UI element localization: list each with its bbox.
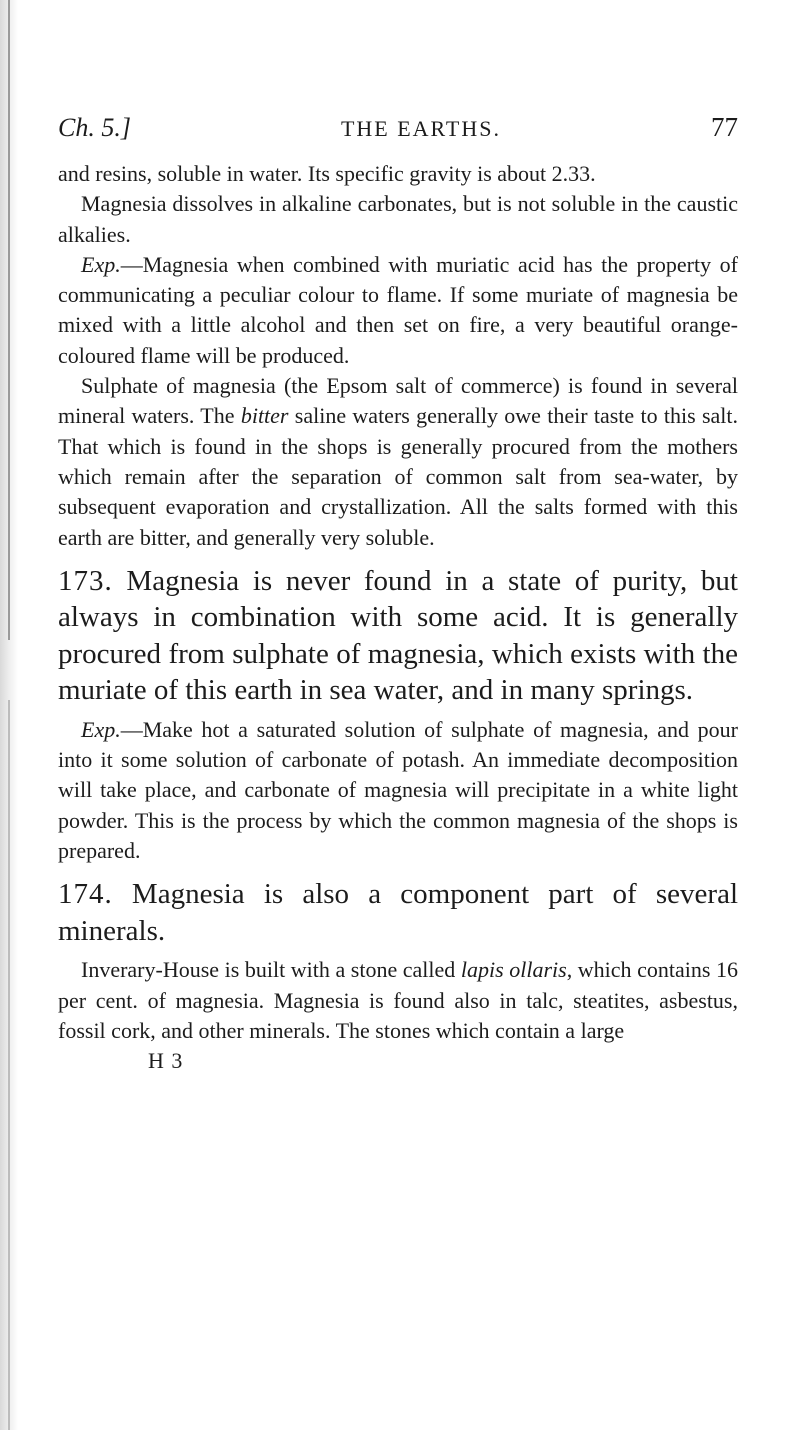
paragraph-experiment-flame bbox=[58, 250, 738, 371]
page-binding-edge bbox=[0, 0, 18, 1430]
paragraph-magnesia-alkaline: Magnesia dissolves in alkaline carbonates, but is not soluble in the caustic alkalies. bbox=[58, 191, 738, 247]
experiment-label: Exp. bbox=[81, 251, 121, 277]
sulphate-text-b: saline waters generally owe their taste to this salt. That which is found in the shops is generally procured from the mothers which remain after the separation of common salt from sea-water, by subsequent evaporation and crystallization. All the salts formed with this earth are bitter, and generally very soluble. bbox=[58, 403, 739, 550]
section-174-body bbox=[58, 955, 738, 1046]
section-173-number: 173. bbox=[58, 564, 113, 597]
section-173-body bbox=[58, 715, 738, 866]
book-page bbox=[58, 112, 738, 1076]
section-174-text: Magnesia is also a component part of several minerals. bbox=[58, 878, 738, 947]
binding-shadow-line bbox=[8, 0, 10, 640]
running-head bbox=[58, 112, 738, 143]
page-number: 77 bbox=[710, 112, 738, 142]
sulphate-italic-word: bitter bbox=[240, 403, 289, 429]
paragraph-experiment-carbonate bbox=[58, 715, 738, 866]
section-173-text: Magnesia is never found in a state of purity, but always in combination with some acid. It is generally procured from sulphate of magnesia, which exists with the muriate of this earth in sea water, and in many springs. bbox=[58, 564, 738, 707]
section-173-heading bbox=[58, 563, 738, 709]
experiment-label: Exp. bbox=[81, 716, 121, 742]
page-body bbox=[58, 159, 738, 553]
inverary-text-b: , which contains 16 per cent. of magnesia. Magnesia is found also in talc, steatites, asbestus, fossil cork, and other minerals. The stones which contain a large bbox=[58, 957, 738, 1043]
experiment-text: —Magnesia when combined with muriatic acid has the property of communicating a peculiar colour to flame. If some muriate of magnesia be mixed with a little alcohol and then set on fire, a very beautiful orange-coloured flame will be produced. bbox=[58, 251, 738, 368]
running-title: THE EARTHS. bbox=[340, 116, 501, 141]
lapis-ollaris-term: lapis ollaris bbox=[460, 957, 567, 983]
experiment-text: —Make hot a saturated solution of sulphate of magnesia, and pour into it some solution of carbonate of potash. An immediate decomposition will take place, and carbonate of magnesia will precipitate in a white light powder. This is the process by which the common magnesia of the shops is prepared. bbox=[58, 716, 738, 864]
paragraph-inverary-house bbox=[58, 955, 738, 1046]
chapter-reference: Ch. 5.] bbox=[58, 113, 131, 142]
paragraph-continued: and resins, soluble in water. Its specific gravity is about 2.33. bbox=[58, 161, 596, 186]
sulphate-text-a: Sulphate of magnesia (the Epsom salt of commerce) is found in several mineral waters. The bbox=[58, 373, 738, 429]
signature-mark: H 3 bbox=[148, 1048, 184, 1074]
binding-shadow-line-lower bbox=[8, 700, 10, 1430]
paragraph-sulphate bbox=[58, 371, 738, 553]
section-174-number: 174. bbox=[58, 878, 113, 911]
section-174-heading bbox=[58, 876, 738, 949]
inverary-text-a: Inverary-House is built with a stone called bbox=[81, 957, 461, 983]
